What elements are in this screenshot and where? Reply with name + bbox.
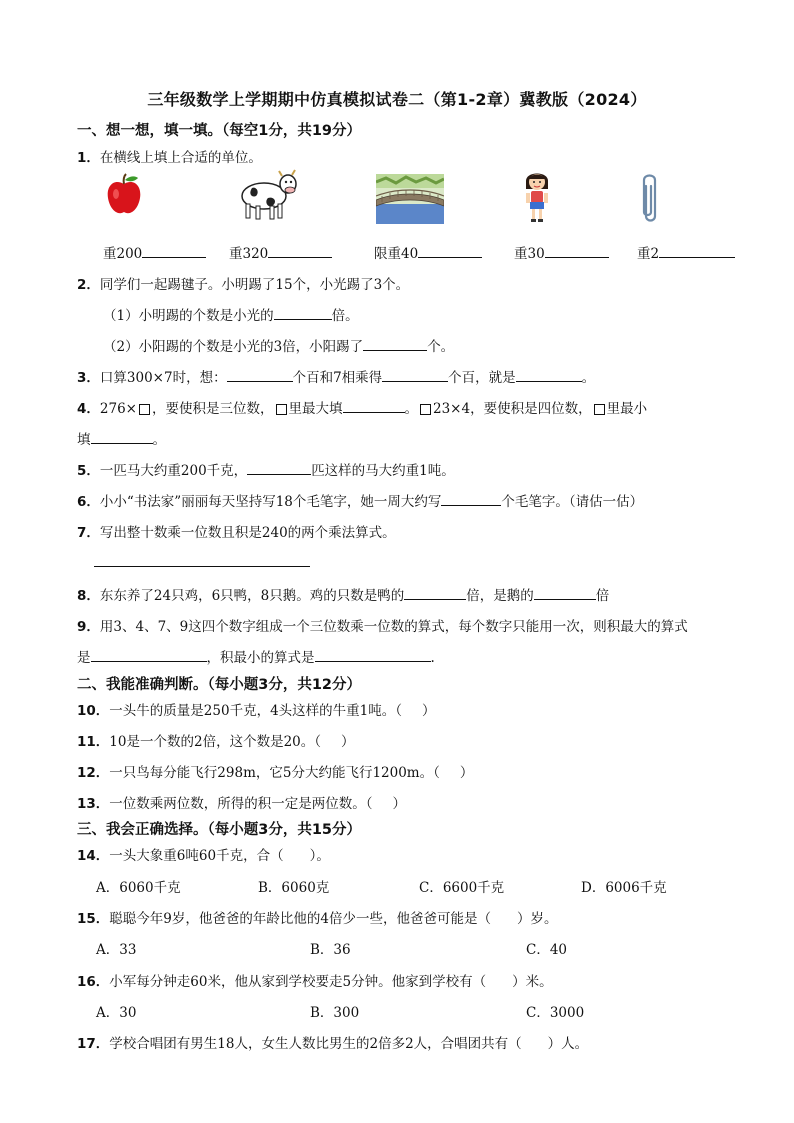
option-c[interactable]: C．6600千克 <box>419 880 505 896</box>
question-1: 1．在横线上填上合适的单位。 <box>77 150 262 166</box>
option-b[interactable]: B．6060克 <box>258 880 330 896</box>
page-title: 三年级数学上学期期中仿真模拟试卷二（第1-2章）冀教版（2024） <box>147 90 647 109</box>
bridge-icon <box>376 174 444 224</box>
section-fill-in: 一、想一想，填一填。（每空1分，共19分） <box>77 123 362 139</box>
answer-blank[interactable] <box>227 367 293 382</box>
answer-blank[interactable] <box>91 429 153 444</box>
answer-blank[interactable] <box>418 243 482 258</box>
question-8: 8．东东养了24只鸡，6只鸭，8只鹅。鸡的只数是鸭的 倍，是鹅的 倍 <box>77 584 609 604</box>
question-2: 2．同学们一起踢毽子。小明踢了15个，小光踢了3个。 <box>77 277 410 293</box>
answer-blank[interactable] <box>343 398 405 413</box>
answer-blank[interactable] <box>94 552 310 567</box>
option-a[interactable]: A．30 <box>96 1005 137 1021</box>
question-14: 14．一头大象重6吨60千克，合（ ）。 <box>77 848 330 864</box>
question-14-options <box>96 876 736 894</box>
unit-blank-apple: 重200 <box>103 242 206 262</box>
answer-blank[interactable] <box>268 243 332 258</box>
answer-blank[interactable] <box>659 243 735 258</box>
answer-blank[interactable] <box>534 585 596 600</box>
unit-pictures <box>100 172 740 232</box>
question-4-continued: 填 。 <box>77 428 166 448</box>
question-7: 7．写出整十数乘一位数且积是240的两个乘法算式。 <box>77 525 396 541</box>
option-d[interactable]: D．6006千克 <box>581 880 667 896</box>
girl-icon <box>520 169 554 225</box>
question-5: 5．一匹马大约重200千克， 匹这样的马大约重1吨。 <box>77 459 455 479</box>
paperclip-icon <box>640 172 660 228</box>
question-15: 15．聪聪今年9岁，他爸爸的年龄比他的4倍少一些，他爸爸可能是（ ）岁。 <box>77 911 558 927</box>
question-11: 11．10是一个数的2倍，这个数是20。（ ） <box>77 734 355 750</box>
question-9-continued: 是 ，积最小的算式是 . <box>77 646 435 666</box>
question-2-part-2: （2）小阳踢的个数是小光的3倍，小阳踢了 个。 <box>103 335 454 355</box>
option-b[interactable]: B．300 <box>310 1005 360 1021</box>
question-4: 4．276× ，要使积是三位数， 里最大填 。 23×4，要使积是四位数， 里最小 <box>77 397 647 417</box>
box-placeholder <box>594 404 605 415</box>
answer-blank[interactable] <box>382 367 448 382</box>
option-c[interactable]: C．40 <box>526 942 568 958</box>
box-placeholder <box>139 404 150 415</box>
answer-blank[interactable] <box>516 367 582 382</box>
answer-blank[interactable] <box>404 585 466 600</box>
section-true-false: 二、我能准确判断。（每小题3分，共12分） <box>77 677 362 693</box>
question-16-options <box>96 1001 736 1019</box>
question-17: 17．学校合唱团有男生18人，女生人数比男生的2倍多2人，合唱团共有（ ）人。 <box>77 1036 589 1052</box>
question-3: 3．口算300×7时，想： 个百和7相乘得 个百，就是 。 <box>77 366 595 386</box>
question-12: 12．一只鸟每分能飞行298m，它5分大约能飞行1200m。（ ） <box>77 765 474 781</box>
question-6: 6．小小“书法家”丽丽每天坚持写18个毛笔字，她一周大约写 个毛笔字。（请估一估） <box>77 490 643 510</box>
question-2-part-1: （1）小明踢的个数是小光的 倍。 <box>103 304 359 324</box>
answer-blank[interactable] <box>315 647 431 662</box>
question-13: 13．一位数乘两位数，所得的积一定是两位数。（ ） <box>77 796 407 812</box>
answer-blank[interactable] <box>247 460 311 475</box>
cow-icon <box>234 168 298 224</box>
unit-blank-cow: 重320 <box>229 242 332 262</box>
option-a[interactable]: A．33 <box>96 942 137 958</box>
unit-blank-bridge: 限重40 <box>374 242 482 262</box>
question-9: 9．用3、4、7、9这四个数字组成一个三位数乘一位数的算式，每个数字只能用一次，则积最大的算式 <box>77 619 688 635</box>
question-10: 10．一头牛的质量是250千克，4头这样的牛重1吨。（ ） <box>77 703 436 719</box>
box-placeholder <box>420 404 431 415</box>
question-16: 16．小军每分钟走60米，他从家到学校要走5分钟。他家到学校有（ ）米。 <box>77 974 553 990</box>
unit-blank-girl: 重30 <box>514 242 609 262</box>
answer-blank[interactable] <box>274 305 332 320</box>
answer-blank[interactable] <box>545 243 609 258</box>
unit-blank-paperclip: 重2 <box>637 242 735 262</box>
answer-blank[interactable] <box>142 243 206 258</box>
answer-blank[interactable] <box>441 491 501 506</box>
option-c[interactable]: C．3000 <box>526 1005 585 1021</box>
answer-blank[interactable] <box>363 336 427 351</box>
option-a[interactable]: A．6060千克 <box>96 880 181 896</box>
question-15-options <box>96 938 736 956</box>
box-placeholder <box>276 404 287 415</box>
apple-icon <box>104 172 144 216</box>
answer-blank[interactable] <box>91 647 207 662</box>
section-multiple-choice: 三、我会正确选择。（每小题3分，共15分） <box>77 822 362 838</box>
unit-blanks <box>0 242 794 260</box>
option-b[interactable]: B．36 <box>310 942 351 958</box>
question-7-answer <box>94 552 310 571</box>
